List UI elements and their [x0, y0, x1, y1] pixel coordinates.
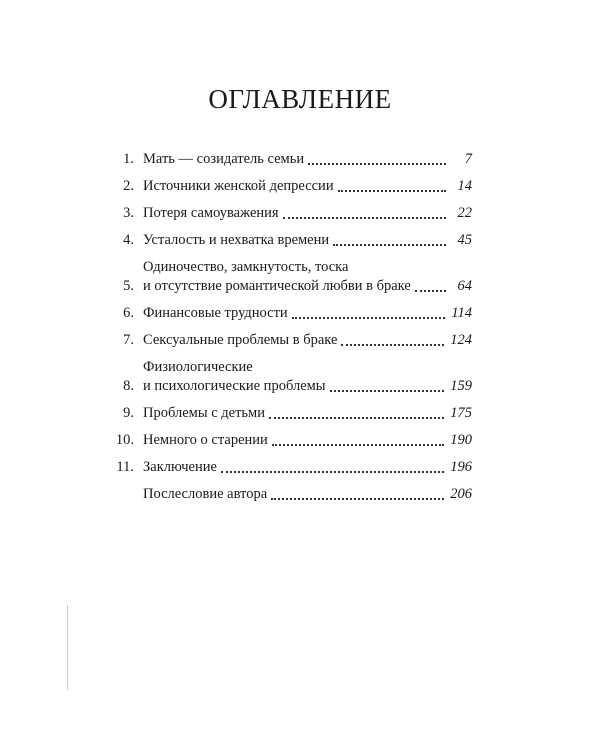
dot-leader: [271, 498, 444, 500]
entry-number: 10.: [115, 432, 134, 448]
toc-entry[interactable]: [100, 258, 472, 296]
entry-number: 9.: [123, 405, 134, 421]
dot-leader: [415, 290, 446, 292]
entry-page-number: 114: [451, 305, 472, 321]
dot-leader: [272, 444, 444, 446]
entry-title: Усталость и нехватка времени: [143, 232, 330, 248]
dot-leader: [292, 317, 446, 319]
toc-entry[interactable]: [100, 204, 472, 223]
toc-entry[interactable]: [100, 431, 472, 450]
entry-page-number: 175: [450, 405, 472, 421]
toc-entry[interactable]: [100, 358, 472, 396]
entry-page-number: 14: [457, 178, 472, 194]
entry-number: 5.: [123, 278, 134, 294]
toc-entry[interactable]: [100, 485, 472, 504]
dot-leader: [341, 344, 444, 346]
toc-entry[interactable]: [100, 331, 472, 350]
entry-number: 8.: [123, 378, 134, 394]
entry-page-number: 190: [450, 432, 472, 448]
entry-title: Проблемы с детьми: [143, 405, 265, 421]
entry-page-number: 196: [450, 459, 472, 475]
entry-title: Заключение: [143, 459, 217, 475]
entry-title: Источники женской депрессии: [143, 178, 334, 194]
entry-title: Физиологические: [143, 359, 253, 375]
entry-number: 3.: [123, 205, 134, 221]
dot-leader: [330, 390, 445, 392]
toc-entry[interactable]: [100, 231, 472, 250]
entry-title: Послесловие автора: [143, 486, 268, 502]
entry-number: 11.: [116, 459, 134, 475]
dot-leader: [308, 163, 446, 165]
entry-page-number: 124: [450, 332, 472, 348]
entry-title: Финансовые трудности: [143, 305, 288, 321]
entry-page-number: 206: [450, 486, 472, 502]
page-edge-line: [67, 605, 68, 690]
entry-page-number: 64: [457, 278, 472, 294]
toc-entry[interactable]: [100, 458, 472, 477]
entry-number: 1.: [123, 151, 134, 167]
entry-number: 6.: [123, 305, 134, 321]
entry-title: Немного о старении: [143, 432, 268, 448]
entry-title: и отсутствие романтической любви в браке: [143, 278, 411, 294]
dot-leader: [283, 217, 446, 219]
toc-entry[interactable]: [100, 404, 472, 423]
entry-title: и психологические проблемы: [143, 378, 326, 394]
entry-number: 2.: [123, 178, 134, 194]
entry-title: Сексуальные проблемы в браке: [143, 332, 338, 348]
table-of-contents: [100, 150, 472, 512]
entry-page-number: 45: [457, 232, 472, 248]
entry-page-number: 22: [457, 205, 472, 221]
dot-leader: [338, 190, 446, 192]
dot-leader: [333, 244, 446, 246]
entry-title: Потеря самоуважения: [143, 205, 279, 221]
entry-title: Одиночество, замкнутость, тоска: [143, 259, 349, 275]
toc-entry[interactable]: [100, 304, 472, 323]
entry-title: Мать — созидатель семьи: [143, 151, 305, 167]
dot-leader: [269, 417, 444, 419]
entry-page-number: 159: [450, 378, 472, 394]
page-title: ОГЛАВЛЕНИЕ: [208, 84, 392, 114]
dot-leader: [221, 471, 444, 473]
entry-page-number: 7: [464, 151, 472, 167]
toc-entry[interactable]: [100, 177, 472, 196]
entry-number: 7.: [123, 332, 134, 348]
toc-entry[interactable]: [100, 150, 472, 169]
entry-number: 4.: [123, 232, 134, 248]
